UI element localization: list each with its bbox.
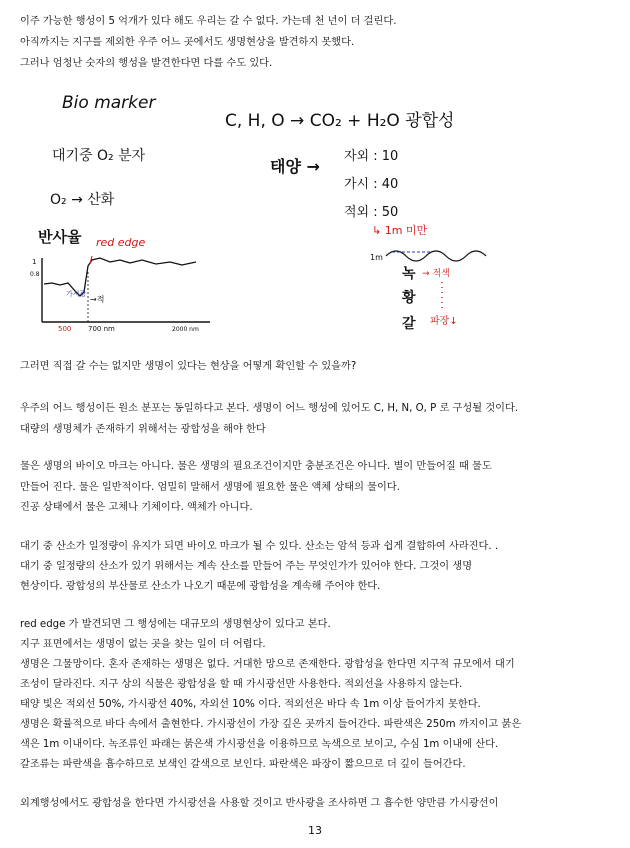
text-line: 갈조류는 파란색을 흡수하므로 보색인 갈색으로 보인다. 파란색은 파장이 짧으므로 더 깊이 들어간다. — [20, 759, 466, 770]
text-line: 생명은 그물망이다. 혼자 존재하는 생명은 없다. 거대한 망으로 존재한다. 광합성을 한다면 지구적 규모에서 대기 — [20, 659, 515, 670]
text-line: 조성이 달라진다. 지구 상의 식물은 광합성을 할 때 가시광선만 사용한다. 적외선을 사용하지 않는다. — [20, 679, 463, 690]
text-line: 외계행성에서도 광합성을 한다면 가시광선을 사용할 것이고 반사광을 조사하면 그 흡수한 양만큼 가시광선이 — [20, 798, 499, 809]
text-line: 물은 생명의 바이오 마크는 아니다. 물은 생명의 필요조건이지만 충분조건은 아니다. 별이 만들어질 때 물도 — [20, 461, 492, 472]
text-line: 이주 가능한 행성이 5 억개가 있다 해도 우리는 갈 수 없다. 가는데 천 년이 더 걸린다. — [20, 16, 397, 27]
text-line: 진공 상태에서 물은 고체나 기체이다. 액체가 아니다. — [20, 502, 253, 513]
y-tick-08: 0.8 — [30, 271, 40, 278]
text-line: 대기 중 산소가 일정량이 유지가 되면 바이오 마크가 될 수 있다. 산소는 암석 등과 쉽게 결합하여 사라진다. . — [20, 541, 499, 552]
o2-molecule-label: 대기중 O₂ 분자 — [52, 148, 146, 164]
visible-ratio-label: 가시 : 40 — [344, 177, 399, 192]
text-line: 지구 표면에서는 생명이 없는 곳을 찾는 일이 더 어렵다. — [20, 639, 266, 650]
sun-label: 태양 → — [270, 157, 320, 176]
red-edge-label: red edge — [96, 236, 146, 249]
text-line: 태양 빛은 적외선 50%, 가시광선 40%, 자외선 10% 이다. 적외선은 바다 속 1m 이상 들어가지 못한다. — [20, 699, 481, 710]
x-tick-700: 700 nm — [88, 325, 115, 333]
text-line: 대기 중 일정량의 산소가 있기 위해서는 계속 산소를 만들어 주는 무엇인가가 있어야 한다. 그것이 생명 — [20, 561, 473, 572]
text-line: 만들어 진다. 물은 일반적이다. 엄밀히 말해서 생명에 필요한 물은 액체 상태의 물이다. — [20, 482, 400, 493]
reflectance-label: 반사율 — [38, 228, 82, 246]
text-line: 현상이다. 광합성의 부산물로 산소가 나오기 때문에 광합성을 계속해 주어야 한다. — [20, 581, 381, 592]
page-number: 13 — [308, 824, 322, 837]
text-line: 그러나 엄청난 숫자의 행성을 발견한다면 다를 수도 있다. — [20, 58, 273, 69]
uv-label: 자외 : 10 — [344, 149, 399, 164]
algae-brown-label: 갈 — [402, 316, 416, 332]
red-arrow-small: →적 — [90, 295, 105, 304]
photosynthesis-equation: C, H, O → CO₂ + H₂O 광합성 — [225, 111, 455, 131]
algae-green-label: 녹 — [402, 266, 416, 282]
algae-yellow-label: 황 — [402, 290, 416, 306]
water-surface-line — [386, 251, 486, 261]
text-line: 생명은 확률적으로 바다 속에서 출현한다. 가시광선이 가장 깊은 곳까지 들어간다. 파란색은 250m 까지이고 붉은 — [20, 719, 522, 730]
wavelength-label: 파장↓ — [430, 316, 458, 327]
text-line: red edge 가 발견되면 그 행성에는 대규모의 생명현상이 있다고 본다. — [20, 619, 331, 630]
y-tick-1: 1 — [32, 258, 37, 266]
text-line: 아직까지는 지구를 제외한 우주 어느 곳에서도 생명현상을 발견하지 못했다. — [20, 37, 355, 48]
visible-light-label: 가시광 — [66, 290, 87, 298]
text-line: 색은 1m 이내이다. 녹조류인 파래는 붉은색 가시광선을 이용하므로 녹색으로 보이고, 수심 1m 이내에 산다. — [20, 739, 499, 750]
text-line: 대량의 생명체가 존재하기 위해서는 광합성을 해야 한다 — [20, 424, 266, 435]
depth-1m-label: ↳ 1m 미만 — [372, 224, 428, 237]
handwritten-notes-drawing — [30, 86, 590, 346]
handwritten-figure — [30, 86, 590, 346]
ir-label: 적외 : 50 — [344, 205, 399, 220]
text-line: 우주의 어느 행성이든 원소 분포는 동일하다고 본다. 생명이 어느 행성에 있어도 C, H, N, O, P 로 구성될 것이다. — [20, 403, 519, 414]
text-line: 그러면 직접 갈 수는 없지만 생명이 있다는 현상을 어떻게 확인할 수 있을까? — [20, 361, 357, 372]
red-color-label: → 적색 — [422, 269, 450, 279]
x-tick-500: 500 — [58, 325, 72, 333]
x-tick-2000: 2000 nm — [172, 326, 199, 333]
o2-oxidation-label: O₂ → 산화 — [50, 192, 115, 208]
depth-1m-left-label: 1m — [370, 253, 383, 262]
biomarker-label: Bio marker — [62, 93, 156, 113]
